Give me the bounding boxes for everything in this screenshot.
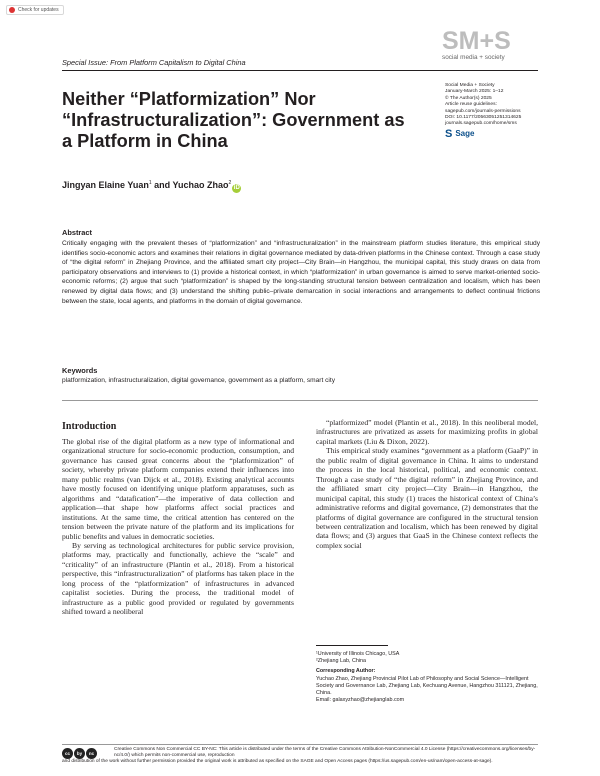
abstract-heading: Abstract — [62, 228, 92, 237]
sage-icon: S — [445, 127, 453, 140]
meta-copyright: © The Author(s) 2025 — [445, 95, 492, 101]
article-title: Neither “Platformization” Nor “Infrastructuralization”: Government as a Platform in China — [62, 89, 405, 151]
meta-reuse: Article reuse guidelines: — [445, 102, 497, 108]
nc-icon: nc — [86, 748, 97, 759]
article-meta — [445, 83, 555, 140]
affiliation-2: ²Zhejiang Lab, China — [316, 658, 367, 665]
body-column-right — [316, 418, 538, 550]
footer-rule — [62, 744, 538, 745]
meta-issue: January-March 2025: 1–12 — [445, 89, 504, 95]
corresponding-author-heading: Corresponding Author: — [316, 668, 376, 675]
meta-permissions-link[interactable]: sagepub.com/journals-permissions — [445, 108, 521, 114]
footnote-rule — [316, 645, 388, 646]
abstract-text: Critically engaging with the prevalent theses of “platformization” and “infrastructuralization” in the mainstream platform studies literature, this empirical study identifies socio-economic actors and examines their relations in digital governance mediated by data-driven platforms in the Chinese context. Through a case study of “the digital reform” in Zhejiang Province, and the affiliated smart city project—City Brain—in Hangzhou, the municipal capital, this study draws on data from participatory observations and interviews to (1) provide a historical context, in which “platformization” in urban governance is aimed to serve market-oriented socio-economic reforms; (2) argue that such “platformization” is shaped by the long-standing structural tension between centralization and localism, which has been renewed by digital data flows; and (3) understand the shifting public–private demarcation in social interactions and arrangements to deflect continual frictions between the state, local agents, and platforms in the domain of digital governance. — [62, 240, 540, 305]
paragraph: The global rise of the digital platform as a new type of informational and organizational structure for socio-economic production, consumption, and governance has caused great concerns about the “platformization” of society, whereby private platform companies extend their influences into many public realms (van Dijck et al., 2018). Existing analytical accounts have mostly focused on identifying unique platform apparatuses, such as algorithms and “datafication”—the imperative of data collection and application—that shape how platforms affect social practices and institutions. At the same time, the critical attention has centered on the tension between the private nature of the platform and its implications for public benefits and values in democratic societies. — [62, 437, 294, 541]
orcid-icon[interactable]: iD — [233, 185, 240, 191]
meta-journal: Social Media + Society — [445, 83, 495, 88]
author-1: Jingyan Elaine Yuan — [62, 180, 149, 190]
keywords-heading: Keywords — [62, 366, 98, 375]
paragraph: By serving as technological architectures for public service provision, platforms may, practically and functionally, achieve the “scale” and “criticality” of an infrastructure (Plantin et al., 2018). From a historical perspective, this “infrastructuralization” of platforms has taken place in the long process of the “platformization” of infrastructures in advanced capitalist societies. During the process, the traditional model of infrastructure as a public good provided or regulated by governments shifted toward a neoliberal — [62, 540, 294, 617]
journal-logo-main: SM+S — [442, 27, 511, 55]
check-updates-icon — [9, 7, 15, 13]
affiliations — [316, 651, 538, 704]
introduction-heading: Introduction — [62, 421, 117, 432]
journal-logo — [442, 29, 511, 61]
check-for-updates-button[interactable] — [6, 5, 64, 15]
meta-home-link[interactable]: journals.sagepub.com/home/sms — [445, 121, 517, 127]
author-2-affil: 2 — [228, 180, 232, 186]
license-text-continued: and distribution of the work without further permission provided the original work is attributed as specified on the SAGE and Open Access pages (https://us.sagepub.com/en-us/nam/open-access-at-sage). — [62, 759, 493, 764]
paragraph: This empirical study examines “government as a platform (GaaP)” in the public realm of digital governance in China. It aims to understand the process in the local historical, political, and economic context. Through a case study of “the digital reform” in Zhejiang Province, and the affiliated smart city project—City Brain—in Hangzhou, the municipal capital, this study (1) traces the historical context of China’s administrative reforms and digital governance, (2) demonstrates that the platforms of digital governance are configured in the structural tension between centralization and localism, which has been renewed by digital data flows; and (3) argues that GaaS in the Chinese context reflects the complex social — [316, 446, 538, 550]
author-joiner: and — [151, 180, 173, 190]
license-text: Creative Commons Non Commercial CC BY-NC: This article is distributed under the terms of the Creative Commons Attribution-NonCommercial 4.0 License (https://creativecommons.org/licenses/by-nc/4.0/) which permits non-commercial use, reproduction — [114, 747, 536, 759]
affiliation-1: ¹University of Illinois Chicago, USA — [316, 651, 400, 657]
publisher-name: Sage — [455, 128, 475, 138]
journal-logo-sub: social media + society — [442, 54, 505, 61]
corresponding-author-email[interactable]: Email: galaxyzhao@zhejianglab.com — [316, 697, 405, 704]
by-icon: by — [74, 748, 85, 759]
author-line — [62, 180, 241, 193]
cc-icon: cc — [62, 748, 73, 759]
paragraph: “platformized” model (Plantin et al., 2018). In this neoliberal model, infrastructures are privatized as assets for maximizing profits in global capital markets (Liu & Dixon, 2022). — [316, 418, 538, 446]
keywords-text: platformization, infrastructuralization, digital governance, government as a platform, smart city — [62, 377, 336, 384]
header-rule — [62, 70, 538, 71]
body-column-left — [62, 437, 294, 617]
section-divider — [62, 400, 538, 401]
check-updates-label: Check for updates — [18, 7, 59, 13]
author-2: Yuchao Zhao — [172, 180, 229, 190]
corresponding-author-address: Yuchao Zhao, Zhejiang Provincial Pilot Lab of Philosophy and Social Science—Intelligent Society and Governance Lab, Zhejiang Lab, Kechuang Avenue, Hangzhou 311121, Zhejiang, China. — [316, 675, 538, 697]
cc-license-badge[interactable] — [62, 748, 97, 759]
special-issue-label: Special Issue: From Platform Capitalism to Digital China — [62, 58, 246, 67]
author-1-affil: 1 — [148, 180, 152, 186]
publisher-logo — [445, 127, 555, 140]
meta-doi[interactable]: DOI: 10.1177/20563051251314625 — [445, 115, 522, 121]
